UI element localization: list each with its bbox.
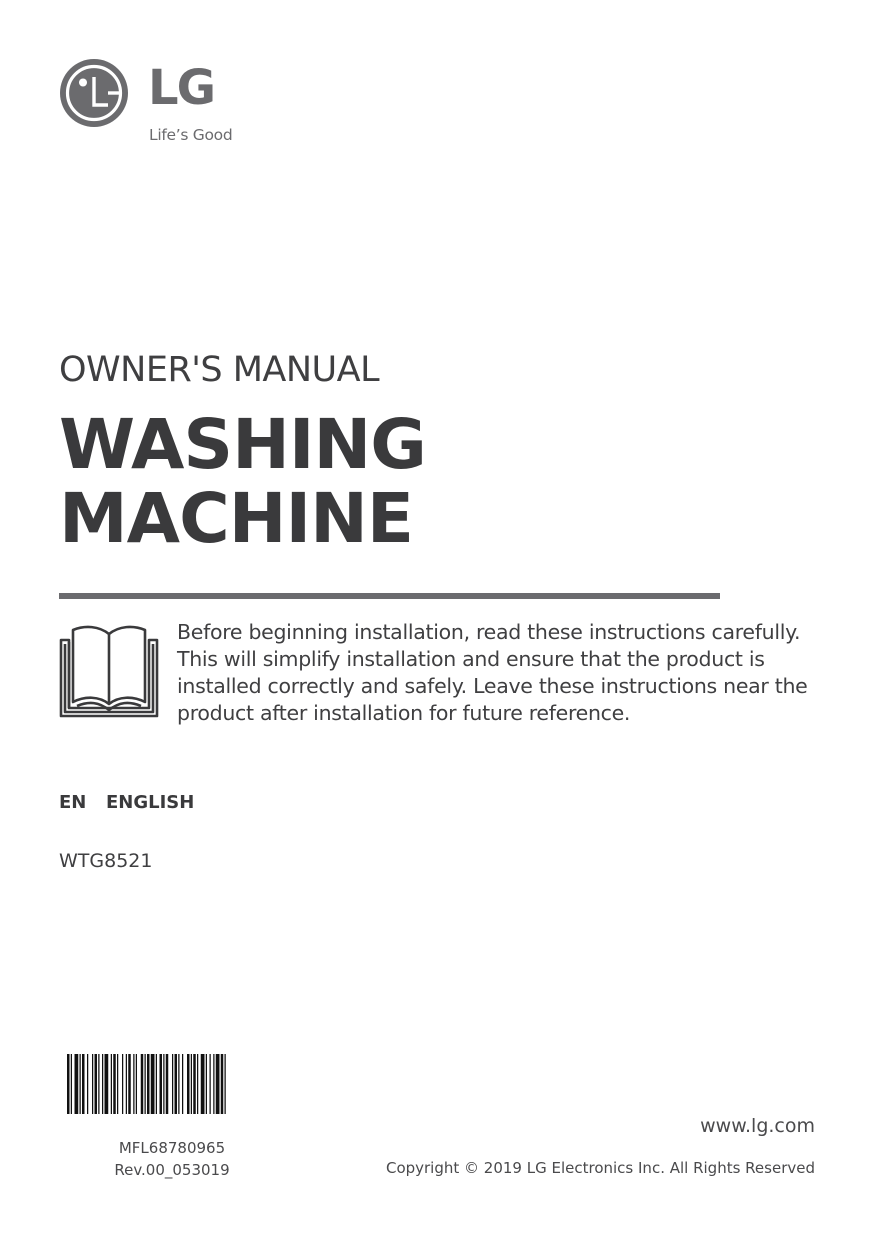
part-number: MFL68780965: [118, 1139, 226, 1157]
title-line-1: WASHING: [59, 405, 426, 485]
language-label: [59, 792, 194, 813]
logo-wordmark: LG: [148, 60, 214, 116]
document-number: [67, 1137, 277, 1181]
title-line-2: MACHINE: [59, 479, 414, 559]
language-code: EN: [59, 792, 87, 813]
barcode-icon: [67, 1054, 293, 1114]
page-title: [59, 405, 426, 559]
copyright-notice: Copyright © 2019 LG Electronics Inc. All Rights Reserved: [385, 1159, 815, 1177]
lg-logo: [59, 58, 259, 150]
logo-tagline: Life’s Good: [149, 126, 233, 144]
open-book-icon: [59, 624, 159, 718]
website-link[interactable]: www.lg.com: [700, 1115, 815, 1137]
intro-paragraph: Before beginning installation, read these instructions carefully. This will simplify installation and ensure that the product is installed correctly and safely. Leave these instructions near the product after installation for future reference.: [177, 620, 808, 725]
document-subtitle: OWNER'S MANUAL: [59, 350, 380, 390]
divider: [59, 593, 720, 599]
language-name: ENGLISH: [106, 792, 195, 813]
model-number: WTG8521: [59, 850, 153, 872]
revision: Rev.00_053019: [114, 1161, 230, 1179]
lg-face-logo-icon: [59, 58, 129, 128]
